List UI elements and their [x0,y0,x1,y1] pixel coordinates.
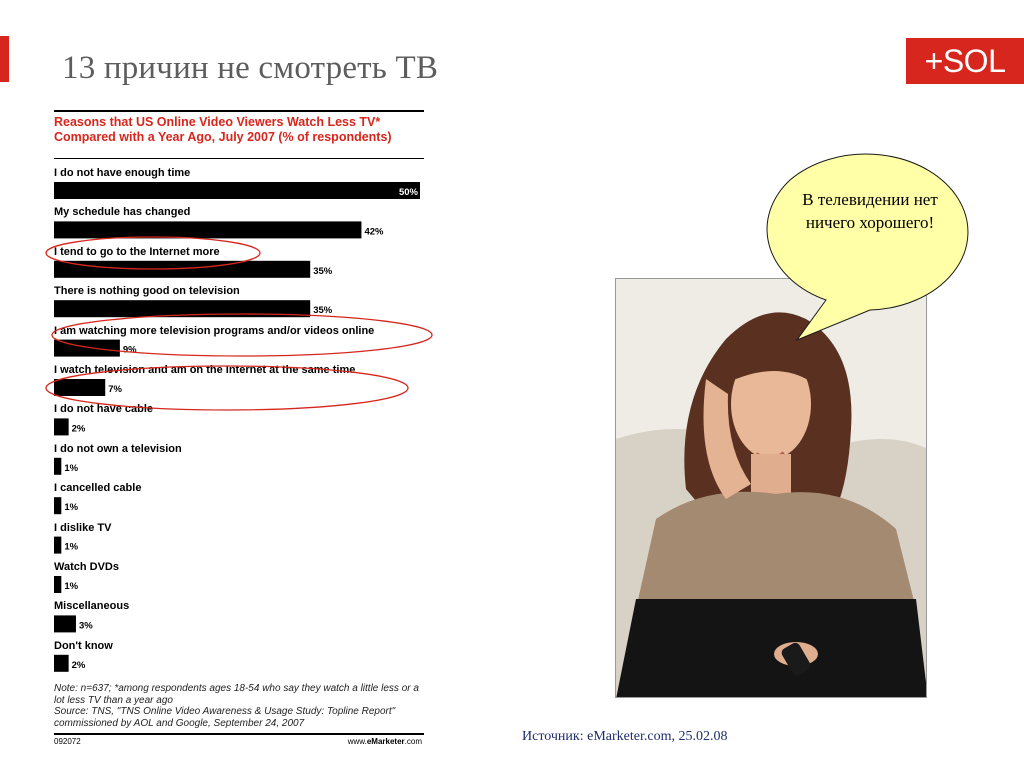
bar-value-label: 1% [64,462,79,474]
bar-category-label: I do not have cable [54,403,154,416]
slide-title: 13 причин не смотреть ТВ [62,50,439,86]
bar-value-label: 7% [108,384,122,395]
bar-category-label: I am watching more television programs and/or videos online [54,324,375,337]
bar-category-label: My schedule has changed [54,206,191,219]
bar-value-label: 35% [313,265,333,277]
bar-category-label: Watch DVDs [54,561,119,573]
brand-suffix: .com [404,737,422,746]
bar-category-label: There is nothing good on television [54,285,240,298]
bar-category-label: I cancelled cable [54,482,142,495]
speech-bubble-shape [767,154,968,340]
bar-category-label: I do not own a television [54,442,182,455]
bar-category-label: I watch television and am on the Internet at the same time [54,364,356,376]
bar-value-label: 3% [78,620,93,632]
chart-title: Reasons that US Online Video Viewers Watch Less TV* Compared with a Year Ago, July 2007 (% of respondents) [54,115,392,144]
bar-value-label: 1% [64,541,79,553]
bar-value-label: 50% [398,187,418,198]
bar-value-label: 1% [64,502,79,514]
bar-category-label: Don't know [54,639,113,652]
bar-value-label: 1% [64,581,79,592]
chart-code: 092072 [54,737,81,746]
bar-category-label: I do not have enough time [54,167,191,179]
brand-prefix: www. [347,737,367,746]
brand-name: eMarketer [366,737,405,746]
bar-value-label: 35% [313,305,333,317]
speech-bubble-text: В телевидении нет ничего хорошего! [802,190,938,232]
bar-value-label: 2% [71,423,86,435]
bar-category-label: I dislike TV [54,521,112,534]
chart-note-line: Note: n=637; *among respondents ages 18-54 who say they watch a little less or a lot less TV than a year ago [54,683,419,706]
bar-value-label: 2% [71,659,86,671]
source-citation: Источник: eMarketer.com, 25.02.08 [522,729,728,744]
bar-category-label: Miscellaneous [54,600,130,613]
bar-category-label: I tend to go to the Internet more [54,245,220,258]
chart-source-line: Source: TNS, "TNS Online Video Awareness & Usage Study: Topline Report" commissioned by AOL and Google, September 24, 2007 [54,706,396,729]
sol-logo: +SOL [906,38,1024,84]
bar-value-label: 9% [122,344,137,356]
bar-value-label: 42% [364,226,384,238]
